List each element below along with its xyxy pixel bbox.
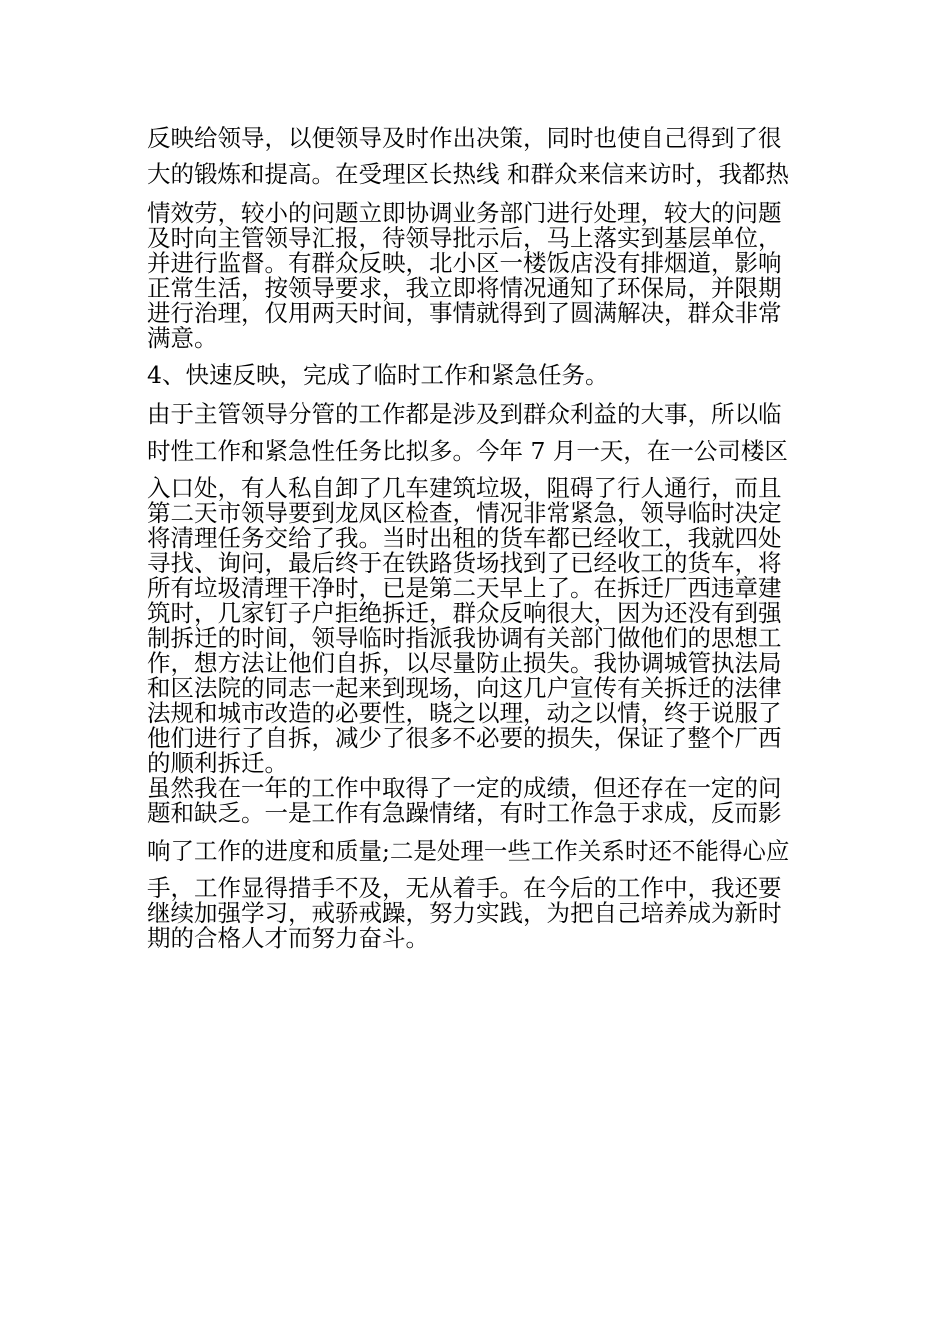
text-line: 的顺利拆迁。 bbox=[147, 749, 288, 777]
text-line: 并进行监督。有群众反映，北小区一楼饭店没有排烟道，影响 bbox=[147, 249, 782, 277]
text-line: 及时向主管领导汇报，待领导批示后，马上落实到基层单位， bbox=[147, 224, 782, 252]
section-heading: 4、快速反映，完成了临时工作和紧急任务。 bbox=[147, 361, 609, 389]
text-line: 所有垃圾清理干净时，已是第二天早上了。在拆迁厂西违章建 bbox=[147, 574, 782, 602]
text-line: 制拆迁的时间，领导临时指派我协调有关部门做他们的思想工 bbox=[147, 624, 782, 652]
text-line: 寻找、询问，最后终于在铁路货场找到了已经收工的货车，将 bbox=[147, 549, 782, 577]
text-line: 进行治理，仅用两天时间，事情就得到了圆满解决，群众非常 bbox=[147, 299, 782, 327]
text-line: 反映给领导，以便领导及时作出决策，同时也使自己得到了很 bbox=[147, 124, 782, 152]
text-line: 情效劳，较小的问题立即协调业务部门进行处理，较大的问题 bbox=[147, 199, 782, 227]
text-line: 正常生活，按领导要求，我立即将情况通知了环保局，并限期 bbox=[147, 274, 782, 302]
text-line: 入口处，有人私自卸了几车建筑垃圾，阻碍了行人通行，而且 bbox=[147, 474, 782, 502]
text-line: 法规和城市改造的必要性，晓之以理，动之以情，终于说服了 bbox=[147, 699, 782, 727]
text-line: 虽然我在一年的工作中取得了一定的成绩，但还存在一定的问 bbox=[147, 774, 782, 802]
text-line: 继续加强学习，戒骄戒躁，努力实践，为把自己培养成为新时 bbox=[147, 899, 782, 927]
text-line: 由于主管领导分管的工作都是涉及到群众利益的大事，所以临 bbox=[147, 400, 782, 428]
text-line: 和区法院的同志一起来到现场，向这几户宣传有关拆迁的法律 bbox=[147, 674, 782, 702]
text-line: 作，想方法让他们自拆，以尽量防止损失。我协调城管执法局 bbox=[147, 649, 782, 677]
text-line: 时性工作和紧急性任务比拟多。今年 7 月一天，在一公司楼区 bbox=[147, 437, 788, 465]
text-line: 手，工作显得措手不及，无从着手。在今后的工作中，我还要 bbox=[147, 874, 782, 902]
text-line: 期的合格人才而努力奋斗。 bbox=[147, 924, 429, 952]
text-line: 筑时，几家钉子户拒绝拆迁，群众反响很大，因为还没有到强 bbox=[147, 599, 782, 627]
text-line: 第二天市领导要到龙凤区检查，情况非常紧急，领导临时决定 bbox=[147, 499, 782, 527]
text-line: 将清理任务交给了我。当时出租的货车都已经收工，我就四处 bbox=[147, 524, 782, 552]
text-line: 大的锻炼和提高。在受理区长热线 和群众来信来访时，我都热 bbox=[147, 160, 789, 188]
text-line: 响了工作的进度和质量;二是处理一些工作关系时还不能得心应 bbox=[147, 837, 790, 865]
text-line: 满意。 bbox=[147, 324, 218, 352]
text-line: 他们进行了自拆，减少了很多不必要的损失，保证了整个厂西 bbox=[147, 724, 782, 752]
text-line: 题和缺乏。一是工作有急躁情绪，有时工作急于求成，反而影 bbox=[147, 799, 782, 827]
